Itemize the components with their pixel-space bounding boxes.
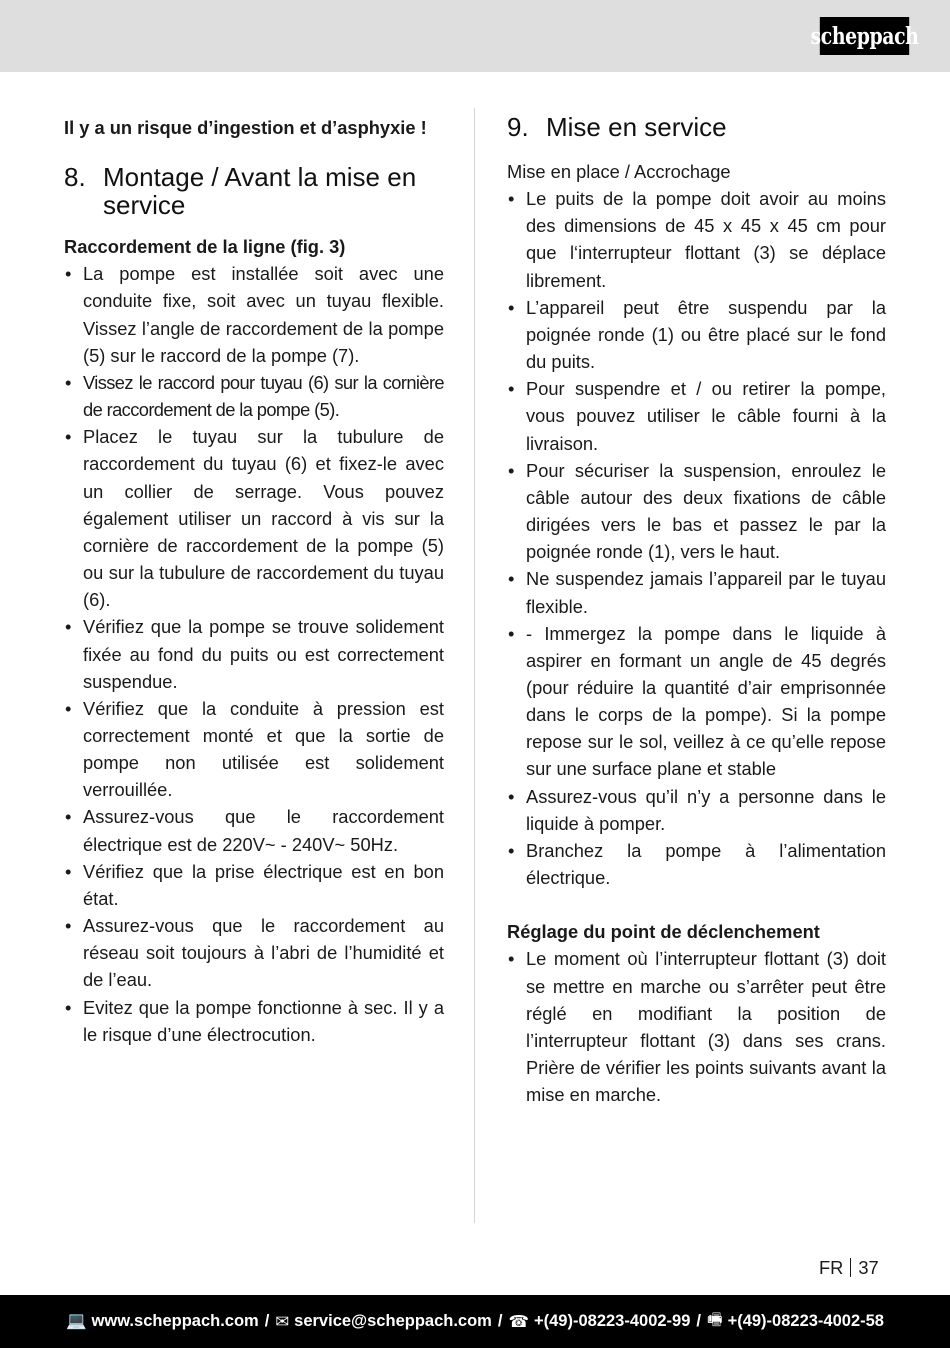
section-9-heading (507, 113, 886, 158)
trigger-point-subheading: Réglage du point de déclenchement (507, 921, 820, 943)
left-column (64, 114, 444, 1048)
brand-logo: scheppach (820, 17, 909, 55)
list-item: • Pour sécuriser la suspension, enroulez le câble autour des deux fixations de câble dirigées vers le bas et passez le par la poignée ronde (1), vers le haut. (507, 457, 886, 566)
phone-icon: ☎ (508, 1312, 529, 1331)
list-item: • Branchez la pompe à l’alimentation électrique. (507, 837, 886, 891)
header-bar (0, 0, 950, 72)
list-item: • Assurez-vous que le raccordement électrique est de 220V~ - 240V~ 50Hz. (64, 803, 444, 857)
assembly-bullet-list (64, 260, 444, 1048)
commissioning-bullet-list (507, 185, 886, 891)
connection-subheading: Raccordement de la ligne (fig. 3) (64, 236, 346, 258)
footer-separator: / (264, 1312, 270, 1330)
website-link[interactable]: www.scheppach.com (91, 1312, 259, 1330)
section-8-heading (64, 163, 444, 233)
column-divider (474, 108, 475, 1223)
page-number (819, 1256, 879, 1280)
warning-text: Il y a un risque d’ingestion et d’asphyxie ! (64, 117, 427, 138)
email-link[interactable]: service@scheppach.com (294, 1312, 492, 1330)
placement-intro: Mise en place / Accrochage (507, 161, 731, 182)
footer-bar (0, 1295, 950, 1348)
section-8-title: Montage / Avant la mise en service (103, 162, 417, 221)
list-item: • La pompe est installée soit avec une conduite fixe, soit avec un tuyau flexible. Vissez l’angle de raccordement de la pompe (5) sur le raccord de la pompe (7). (64, 260, 444, 369)
list-item: • Assurez-vous qu’il n’y a personne dans le liquide à pomper. (507, 783, 886, 837)
mail-icon: ✉ (275, 1312, 290, 1331)
section-9-title: Mise en service (546, 112, 727, 142)
list-item: • L’appareil peut être suspendu par la poignée ronde (1) ou être placé sur le fond du puits. (507, 294, 886, 375)
list-item: • - Immergez la pompe dans le liquide à aspirer en formant un angle de 45 degrés (pour réduire la quantité d’air emprisonnée dans le corps de la pompe). Si la pompe repose sur le sol, veillez à ce qu’elle repose sur une surface plane et stable (507, 620, 886, 783)
spacer (507, 891, 886, 918)
list-item: • Assurez-vous que le raccordement au réseau soit toujours à l’abri de l’humidité et de l’eau. (64, 912, 444, 993)
list-item: • Vérifiez que la pompe se trouve solidement fixée au fond du puits ou est correctement suspendue. (64, 613, 444, 694)
right-column (507, 114, 886, 1108)
list-item: • Ne suspendez jamais l’appareil par le tuyau flexible. (507, 565, 886, 619)
trigger-bullet-list (507, 945, 886, 1108)
page-number-separator (850, 1258, 851, 1277)
list-item: • Le moment où l’interrupteur flottant (3) doit se mettre en marche ou s’arrêter peut être réglé en modifiant la position de l’interrupteur flottant (3) dans ses crans. Prière de vérifier les points suivants avant la mise en marche. (507, 945, 886, 1108)
page-number-value: 37 (858, 1257, 879, 1278)
computer-icon: 💻 (66, 1312, 87, 1330)
section-8-number: 8. (64, 162, 86, 193)
footer-separator: / (497, 1312, 503, 1330)
section-9-number: 9. (507, 112, 529, 142)
list-item: • Placez le tuyau sur la tubulure de raccordement du tuyau (6) et fixez-le avec un collier de serrage. Vous pouvez également utiliser un raccord à vis sur la cornière de raccordement de la pompe (5) ou sur la tubulure de raccordement du tuyau (6). (64, 423, 444, 613)
phone-number: +(49)-08223-4002-99 (534, 1312, 691, 1330)
fax-icon: 🖷 (707, 1310, 723, 1329)
page-language: FR (819, 1257, 844, 1278)
list-item: • Evitez que la pompe fonctionne à sec. Il y a le risque d’une électrocution. (64, 994, 444, 1048)
list-item: • Vissez le raccord pour tuyau (6) sur la cornière de raccordement de la pompe (5). (64, 369, 444, 423)
list-item: • Le puits de la pompe doit avoir au moins des dimensions de 45 x 45 x 45 cm pour que l‘interrupteur flottant (3) se déplace librement. (507, 185, 886, 294)
list-item: • Pour suspendre et / ou retirer la pompe, vous pouvez utiliser le câble fourni à la livraison. (507, 375, 886, 456)
list-item: • Vérifiez que la prise électrique est en bon état. (64, 858, 444, 912)
fax-number: +(49)-08223-4002-58 (727, 1312, 884, 1330)
list-item: • Vérifiez que la conduite à pression est correctement monté et que la sortie de pompe non utilisée est solidement verrouillée. (64, 695, 444, 804)
footer-separator: / (696, 1312, 701, 1330)
